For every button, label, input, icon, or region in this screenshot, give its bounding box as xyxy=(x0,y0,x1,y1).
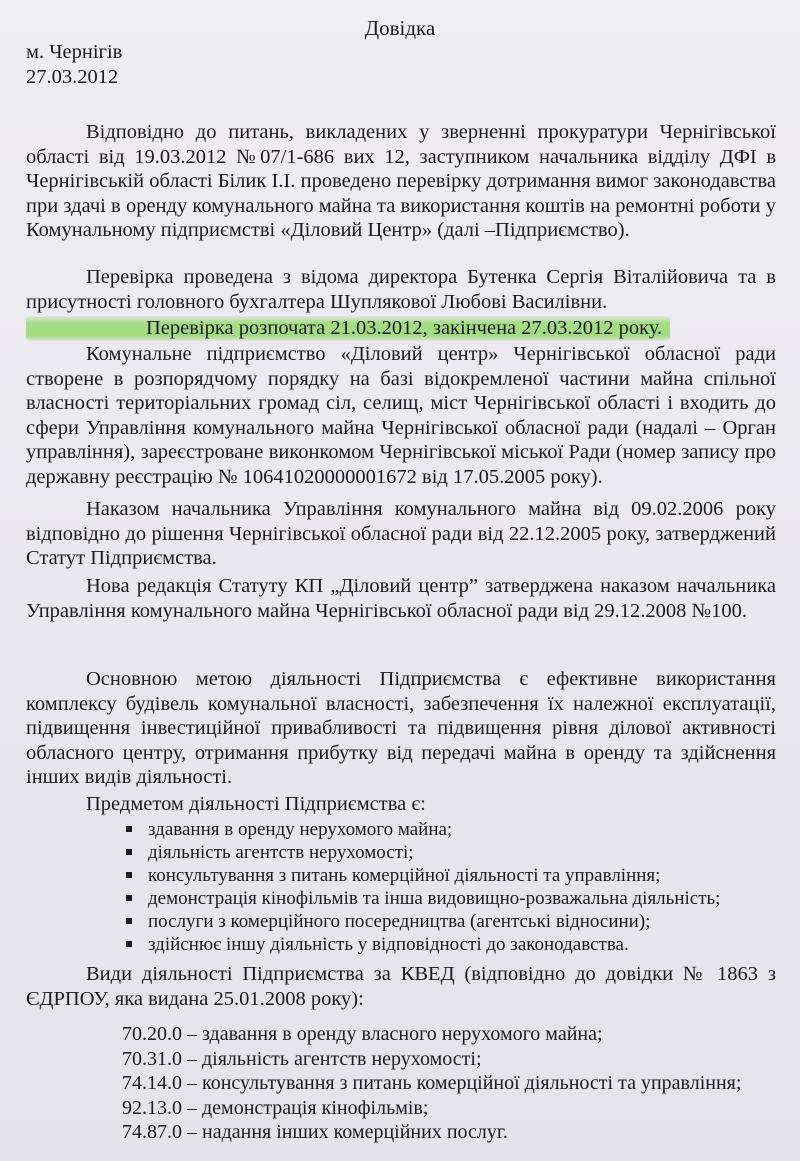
city: м. Чернігів xyxy=(26,41,123,63)
paragraph-6: Нова редакція Статуту КП „Діловий центр” затверджена наказом начальника Управління комунального майна Чернігівської обласної ради від 29.12.2008 №100. xyxy=(26,575,776,622)
paragraph-4: Комунальне підприємство «Діловий центр» Чернігівської обласної ради створене в розпорядчому порядку на базі відокремленої частини майна спільної власності територіальних громад сіл, селищ, міст Чернігівської області і входить до сфери Управління комунального майна Чернігівської обласної ради (надалі – Орган управління), зареєстроване виконкомом Чернігівської міської Ради (номер запису про державну реєстрацію № 10641020000001672 від 17.05.2005 року). xyxy=(26,343,776,488)
bullet-icon xyxy=(126,826,132,832)
subject-item: здійснює іншу діяльність у відповідності до законодавства. xyxy=(126,933,776,956)
paragraph-5: Наказом начальника Управління комунального майна від 09.02.2006 року відповідно до рішення Чернігівської обласної ради від 22.12.2005 року, затверджений Статут Підприємства. xyxy=(26,498,776,569)
kved-item: 70.20.0 – здавання в оренду власного нерухомого майна; xyxy=(122,1023,603,1045)
paragraph-9: Види діяльності Підприємства за КВЕД (відповідно до довідки № 1863 з ЄДРПОУ, яка видана 25.01.2008 року): xyxy=(26,963,776,1010)
paragraph-3-wrap xyxy=(26,316,776,341)
subject-item: послуги з комерційного посередництва (агентські відносини); xyxy=(126,910,776,933)
date: 27.03.2012 xyxy=(26,66,119,88)
paragraph-1: Відповідно до питань, викладених у зверненні прокуратури Чернігівської області від 19.03.2012 №07/1-686 вих 12, заступником начальника відділу ДФІ в Чернігівській області Білик І.І. проведено перевірку дотримання вимог законодавства при здачі в оренду комунального майна та використання коштів на ремонтні роботи у Комунальному підприємстві «Діловий Центр» (далі –Підприємство). xyxy=(26,121,776,241)
paragraph-2: Перевірка проведена з відома директора Бутенка Сергія Віталійовича та в присутності головного бухгалтера Шуплякової Любові Василівни. xyxy=(26,266,776,313)
paragraph-9-block xyxy=(26,962,776,1011)
paragraph-3-block xyxy=(26,316,776,341)
kved-item: 74.87.0 – надання інших комерційних послуг. xyxy=(122,1121,508,1143)
subjects-list xyxy=(26,818,776,956)
paragraph-5-block xyxy=(26,497,776,571)
subject-item: демонстрація кінофільмів та інша видовищно-розважальна діяльність; xyxy=(126,887,776,910)
subject-item: консультування з питань комерційної діяльності та управління; xyxy=(126,864,776,887)
bullet-icon xyxy=(126,941,132,947)
subject-item: здавання в оренду нерухомого майна; xyxy=(126,818,776,841)
paragraph-8-block xyxy=(26,792,776,817)
bullet-icon xyxy=(126,849,132,855)
kved-list xyxy=(26,1022,776,1145)
subjects-list-block xyxy=(26,818,776,956)
kved-item: 70.31.0 – діяльність агентств нерухомості; xyxy=(122,1047,482,1070)
document-title: Довідка xyxy=(364,16,436,40)
paragraph-7-block xyxy=(26,667,776,790)
kved-list-block xyxy=(26,1022,776,1145)
paragraph-1-block xyxy=(26,120,776,243)
highlighted-text: Перевірка розпочата 21.03.2012, закінчена 27.03.2012 року. xyxy=(26,316,670,341)
bullet-icon xyxy=(126,895,132,901)
subject-item: діяльність агентств нерухомості; xyxy=(126,841,776,864)
kved-item: 74.14.0 – консультування з питань комерційної діяльності та управління; xyxy=(122,1072,742,1094)
paragraph-6-block xyxy=(26,574,776,623)
paragraph-2-block xyxy=(26,265,776,314)
bullet-icon xyxy=(126,918,132,924)
paragraph-4-block xyxy=(26,342,776,489)
bullet-icon xyxy=(126,872,132,878)
kved-item: 92.13.0 – демонстрація кінофільмів; xyxy=(122,1096,429,1119)
paragraph-8: Предметом діяльності Підприємства є: xyxy=(86,793,426,815)
document-header xyxy=(26,40,122,90)
paragraph-7: Основною метою діяльності Підприємства є ефективне використання комплексу будівель комунальної власності, забезпечення їх належної експлуатації, підвищення інвестиційної привабливості та підвищення рівня ділової активності обласного центру, отримання прибутку від передачі майна в оренду та здійснення інших видів діяльності. xyxy=(26,668,776,788)
